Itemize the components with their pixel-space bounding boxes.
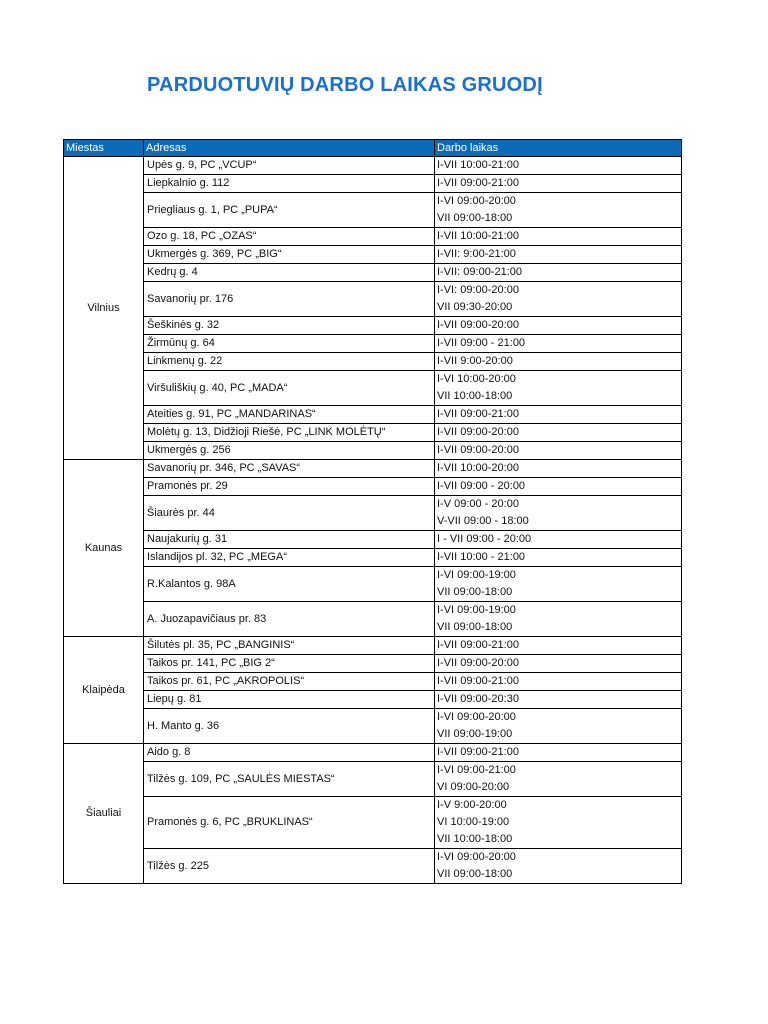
address-cell: Žirmūnų g. 64 (144, 335, 435, 353)
hours-line: I-V 09:00 - 20:00 (437, 498, 519, 510)
hours-cell (435, 353, 682, 371)
hours-line: I - VII 09:00 - 20:00 (437, 533, 532, 545)
hours-cell (435, 157, 682, 175)
address-cell: Ateities g. 91, PC „MANDARINAS“ (144, 406, 435, 424)
address-cell: Molėtų g. 13, Didžioji Riešė, PC „LINK MOLĖTŲ“ (144, 424, 435, 442)
hours-cell (435, 317, 682, 335)
city-cell: Vilnius (64, 157, 144, 460)
hours-cell (435, 655, 682, 673)
city-cell: Šiauliai (64, 744, 144, 884)
hours-line: I-VII: 9:00-21:00 (437, 248, 516, 260)
table-row (64, 175, 682, 193)
hours-line: VI 10:00-19:00 (437, 816, 510, 828)
hours-line: I-VII 09:00-21:00 (437, 639, 519, 651)
table-row (64, 424, 682, 442)
address-cell: Pramonės pr. 29 (144, 478, 435, 496)
table-row (64, 797, 682, 849)
hours-cell (435, 335, 682, 353)
hours-cell (435, 193, 682, 228)
hours-line: I-VI 09:00-21:00 (437, 764, 516, 776)
table-row (64, 406, 682, 424)
hours-cell (435, 549, 682, 567)
hours-cell (435, 406, 682, 424)
table-row (64, 691, 682, 709)
address-cell: Liepkalnio g. 112 (144, 175, 435, 193)
address-cell: Šiaurės pr. 44 (144, 496, 435, 531)
table-row (64, 335, 682, 353)
hours-line: I-VI: 09:00-20:00 (437, 284, 519, 296)
address-cell: Šeškinės g. 32 (144, 317, 435, 335)
hours-line: V-VII 09:00 - 18:00 (437, 515, 529, 527)
city-cell: Kaunas (64, 460, 144, 637)
hours-line: I-VII 09:00 - 20:00 (437, 480, 526, 492)
table-row (64, 157, 682, 175)
hours-cell (435, 762, 682, 797)
hours-line: I-VII 09:00-20:30 (437, 693, 519, 705)
hours-cell (435, 496, 682, 531)
table-row (64, 655, 682, 673)
hours-line: I-VII 10:00 - 21:00 (437, 551, 526, 563)
hours-cell (435, 673, 682, 691)
page-title: PARDUOTUVIŲ DARBO LAIKAS GRUODĮ (147, 74, 543, 96)
hours-line: VII 09:00-18:00 (437, 212, 513, 224)
hours-cell (435, 709, 682, 744)
table-row (64, 371, 682, 406)
hours-cell (435, 175, 682, 193)
hours-line: I-VII 09:00-20:00 (437, 657, 519, 669)
hours-line: I-VII 9:00-20:00 (437, 355, 513, 367)
hours-line: I-VII 10:00-21:00 (437, 159, 519, 171)
hours-line: I-V 9:00-20:00 (437, 799, 507, 811)
address-cell: Tilžės g. 225 (144, 849, 435, 884)
hours-cell (435, 460, 682, 478)
hours-cell (435, 602, 682, 637)
table-row (64, 637, 682, 655)
hours-line: I-VII 09:00-21:00 (437, 746, 519, 758)
table-row (64, 460, 682, 478)
table-row (64, 264, 682, 282)
address-cell: Šilutės pl. 35, PC „BANGINIS“ (144, 637, 435, 655)
table-row (64, 496, 682, 531)
hours-cell (435, 637, 682, 655)
table-row (64, 602, 682, 637)
hours-line: I-VII 10:00-21:00 (437, 230, 519, 242)
hours-line: I-VII 10:00-20:00 (437, 462, 519, 474)
hours-cell (435, 797, 682, 849)
table-row (64, 228, 682, 246)
address-cell: Taikos pr. 141, PC „BIG 2“ (144, 655, 435, 673)
table-row (64, 673, 682, 691)
address-cell: H. Manto g. 36 (144, 709, 435, 744)
address-cell: A. Juozapavičiaus pr. 83 (144, 602, 435, 637)
hours-line: VII 09:00-18:00 (437, 868, 513, 880)
address-cell: Tilžės g. 109, PC „SAULĖS MIESTAS“ (144, 762, 435, 797)
store-hours-table (63, 139, 682, 884)
hours-line: I-VII 09:00-21:00 (437, 675, 519, 687)
address-cell: Upės g. 9, PC „VCUP“ (144, 157, 435, 175)
hours-cell (435, 246, 682, 264)
hours-line: VII 10:00-18:00 (437, 833, 513, 845)
table-row (64, 849, 682, 884)
table-row (64, 317, 682, 335)
hours-cell (435, 282, 682, 317)
address-cell: Savanorių pr. 176 (144, 282, 435, 317)
table-row (64, 762, 682, 797)
address-cell: Linkmenų g. 22 (144, 353, 435, 371)
hours-line: I-VII 09:00-21:00 (437, 408, 519, 420)
address-cell: Savanorių pr. 346, PC „SAVAS“ (144, 460, 435, 478)
address-cell: Viršuliškių g. 40, PC „MADA“ (144, 371, 435, 406)
header-hours: Darbo laikas (435, 140, 682, 157)
hours-cell (435, 744, 682, 762)
hours-line: VII 09:00-18:00 (437, 621, 513, 633)
hours-line: I-VII 09:00 - 21:00 (437, 337, 526, 349)
table-header-row (64, 140, 682, 157)
hours-line: I-VII 09:00-20:00 (437, 426, 519, 438)
address-cell: R.Kalantos g. 98A (144, 567, 435, 602)
table-body (64, 157, 682, 884)
hours-cell (435, 424, 682, 442)
address-cell: Naujakurių g. 31 (144, 531, 435, 549)
hours-cell (435, 371, 682, 406)
table-row (64, 353, 682, 371)
hours-line: VII 10:00-18:00 (437, 390, 513, 402)
address-cell: Kedrų g. 4 (144, 264, 435, 282)
city-cell: Klaipėda (64, 637, 144, 744)
table-row (64, 567, 682, 602)
header-address: Adresas (144, 140, 435, 157)
address-cell: Priegliaus g. 1, PC „PUPA“ (144, 193, 435, 228)
hours-cell (435, 478, 682, 496)
hours-line: I-VII 09:00-20:00 (437, 444, 519, 456)
hours-line: I-VII 09:00-21:00 (437, 177, 519, 189)
hours-line: VII 09:00-18:00 (437, 586, 513, 598)
address-cell: Ozo g. 18, PC „OZAS“ (144, 228, 435, 246)
table-row (64, 246, 682, 264)
hours-line: I-VI 09:00-20:00 (437, 851, 516, 863)
address-cell: Pramonės g. 6, PC „BRUKLINAS“ (144, 797, 435, 849)
address-cell: Aido g. 8 (144, 744, 435, 762)
address-cell: Ukmergės g. 256 (144, 442, 435, 460)
header-city: Miestas (64, 140, 144, 157)
hours-cell (435, 849, 682, 884)
hours-cell (435, 531, 682, 549)
table-row (64, 549, 682, 567)
table-row (64, 531, 682, 549)
table-row (64, 282, 682, 317)
hours-line: I-VI 09:00-19:00 (437, 569, 516, 581)
address-cell: Taikos pr. 61, PC „AKROPOLIS“ (144, 673, 435, 691)
hours-line: VI 09:00-20:00 (437, 781, 510, 793)
hours-line: I-VI 09:00-20:00 (437, 711, 516, 723)
address-cell: Islandijos pl. 32, PC „MEGA“ (144, 549, 435, 567)
hours-cell (435, 264, 682, 282)
hours-line: I-VI 10:00-20:00 (437, 373, 516, 385)
hours-line: I-VII 09:00-20:00 (437, 319, 519, 331)
hours-cell (435, 228, 682, 246)
hours-line: VII 09:30-20:00 (437, 301, 513, 313)
table-row (64, 709, 682, 744)
hours-cell (435, 691, 682, 709)
hours-line: VII 09:00-19:00 (437, 728, 513, 740)
hours-line: I-VI 09:00-19:00 (437, 604, 516, 616)
hours-line: I-VII: 09:00-21:00 (437, 266, 522, 278)
table-row (64, 193, 682, 228)
hours-cell (435, 442, 682, 460)
hours-cell (435, 567, 682, 602)
address-cell: Ukmergės g. 369, PC „BIG“ (144, 246, 435, 264)
table-row (64, 478, 682, 496)
address-cell: Liepų g. 81 (144, 691, 435, 709)
hours-line: I-VI 09:00-20:00 (437, 195, 516, 207)
table-row (64, 744, 682, 762)
table-row (64, 442, 682, 460)
